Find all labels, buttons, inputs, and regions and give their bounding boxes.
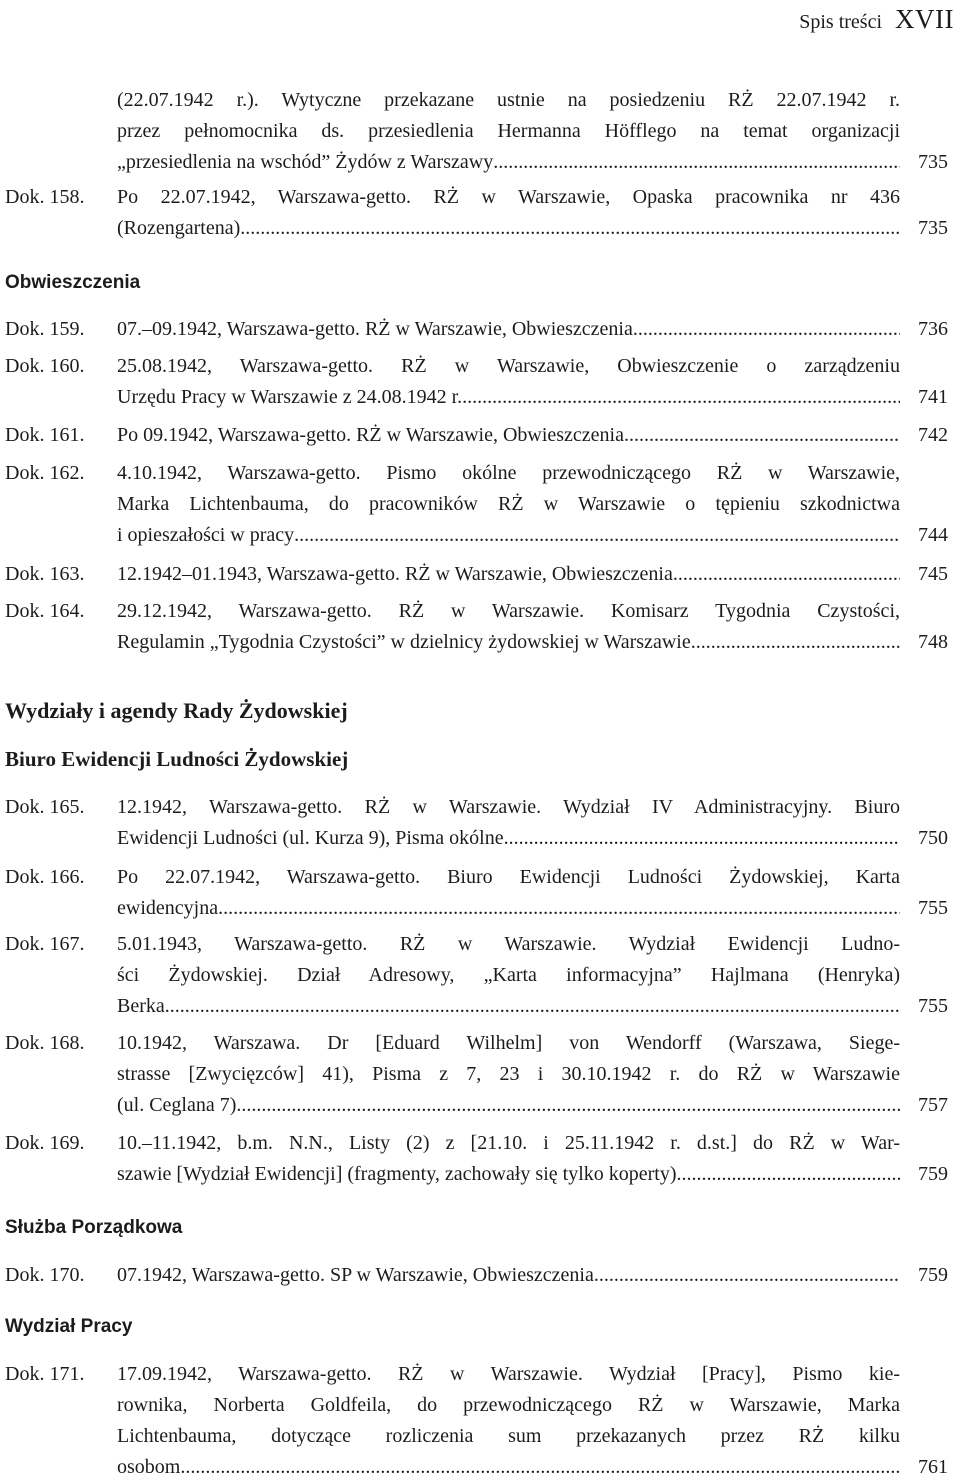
entry-line: 12.1942, Warszawa-getto. RŻ w Warszawie. Wydział IV Administracyjny. Biuro bbox=[117, 796, 900, 818]
entry-page: 735 bbox=[918, 151, 948, 173]
entry-line: 25.08.1942, Warszawa-getto. RŻ w Warszawie, Obwieszczenie o zarządzeniu bbox=[117, 355, 900, 377]
section-heading-sluzba: Służba Porządkowa bbox=[5, 1217, 183, 1238]
entry-number: Dok. 170. bbox=[5, 1264, 85, 1286]
entry-line: (22.07.1942 r.). Wytyczne przekazane ustnie na posiedzeniu RŻ 22.07.1942 r. bbox=[117, 89, 900, 111]
entry-line: 29.12.1942, Warszawa-getto. RŻ w Warszawie. Komisarz Tygodnia Czystości, bbox=[117, 600, 900, 622]
entry-line-last: Berka ..... bbox=[117, 991, 900, 1022]
entry-line: 4.10.1942, Warszawa-getto. Pismo okólne przewodniczącego RŻ w Warszawie, bbox=[117, 462, 900, 484]
dot-leader bbox=[180, 1452, 900, 1483]
entry-page: 759 bbox=[918, 1163, 948, 1185]
entry-page: 741 bbox=[918, 386, 948, 408]
entry-number: Dok. 163. bbox=[5, 563, 85, 585]
entry-line-last: i opieszałości w pracy ..... bbox=[117, 520, 900, 551]
entry-number: Dok. 164. bbox=[5, 600, 85, 622]
entry-number: Dok. 166. bbox=[5, 866, 85, 888]
section-heading-obwieszczenia: Obwieszczenia bbox=[5, 272, 141, 293]
section-heading-wydzialy: Wydziały i agendy Rady Żydowskiej bbox=[5, 698, 348, 723]
dot-leader bbox=[462, 382, 900, 413]
dot-leader bbox=[677, 1159, 900, 1190]
section-heading-biuro: Biuro Ewidencji Ludności Żydowskiej bbox=[5, 747, 349, 771]
entry-line-last: 07.–09.1942, Warszawa-getto. RŻ w Warszawie, Obwieszczenia ..... bbox=[117, 314, 900, 345]
section-heading-praca: Wydział Pracy bbox=[5, 1316, 133, 1337]
entry-line: ści Żydowskiej. Dział Adresowy, „Karta informacyjna” Hajlmana (Henryka) bbox=[117, 964, 900, 986]
entry-page: 755 bbox=[918, 897, 948, 919]
dot-leader bbox=[236, 1090, 900, 1121]
entry-line: Lichtenbauma, dotyczące rozliczenia sum przekazanych przez RŻ kilku bbox=[117, 1425, 900, 1447]
entry-line: 5.01.1943, Warszawa-getto. RŻ w Warszawie. Wydział Ewidencji Ludno- bbox=[117, 933, 900, 955]
entry-line: Marka Lichtenbauma, do pracowników RŻ w Warszawie o tępieniu szkodnictwa bbox=[117, 493, 900, 515]
entry-line-last: Ewidencji Ludności (ul. Kurza 9), Pisma okólne ..... bbox=[117, 823, 900, 854]
entry-line-last: Po 09.1942, Warszawa-getto. RŻ w Warszawie, Obwieszczenia ..... bbox=[117, 420, 900, 451]
entry-line-last: osobom ..... bbox=[117, 1452, 900, 1483]
dot-leader bbox=[504, 823, 900, 854]
entry-page: 744 bbox=[918, 524, 948, 546]
entry-line: 17.09.1942, Warszawa-getto. RŻ w Warszawie. Wydział [Pracy], Pismo kie- bbox=[117, 1363, 900, 1385]
entry-page: 757 bbox=[918, 1094, 948, 1116]
dot-leader bbox=[493, 147, 900, 178]
dot-leader bbox=[624, 420, 900, 451]
entry-line-last: (ul. Ceglana 7) ..... bbox=[117, 1090, 900, 1121]
entry-line-last: Urzędu Pracy w Warszawie z 24.08.1942 r. ..... bbox=[117, 382, 900, 413]
entry-line-last: 12.1942–01.1943, Warszawa-getto. RŻ w Warszawie, Obwieszczenia ..... bbox=[117, 559, 900, 590]
entry-line: rownika, Norberta Goldfeila, do przewodniczącego RŻ w Warszawie, Marka bbox=[117, 1394, 900, 1416]
entry-number: Dok. 167. bbox=[5, 933, 85, 955]
dot-leader bbox=[294, 520, 900, 551]
entry-number: Dok. 168. bbox=[5, 1032, 85, 1054]
dot-leader bbox=[218, 893, 900, 924]
dot-leader bbox=[240, 213, 900, 244]
entry-number: Dok. 158. bbox=[5, 186, 85, 208]
entry-line-last: Regulamin „Tygodnia Czystości” w dzielnicy żydowskiej w Warszawie ..... bbox=[117, 627, 900, 658]
entry-line: przez pełnomocnika ds. przesiedlenia Hermanna Höfflego na temat organizacji bbox=[117, 120, 900, 142]
entry-page: 736 bbox=[918, 318, 948, 340]
entry-line: Po 22.07.1942, Warszawa-getto. RŻ w Warszawie, Opaska pracownika nr 436 bbox=[117, 186, 900, 208]
entry-line: strasse [Zwycięzców] 41), Pisma z 7, 23 i 30.10.1942 r. do RŻ w Warszawie bbox=[117, 1063, 900, 1085]
entry-line-last: szawie [Wydział Ewidencji] (fragmenty, zachowały się tylko koperty) ..... bbox=[117, 1159, 900, 1190]
entry-page: 761 bbox=[918, 1456, 948, 1478]
entry-line-last: 07.1942, Warszawa-getto. SP w Warszawie, Obwieszczenia ..... bbox=[117, 1260, 900, 1291]
entry-number: Dok. 159. bbox=[5, 318, 85, 340]
entry-line: Po 22.07.1942, Warszawa-getto. Biuro Ewidencji Ludności Żydowskiej, Karta bbox=[117, 866, 900, 888]
entry-page: 735 bbox=[918, 217, 948, 239]
dot-leader bbox=[594, 1260, 900, 1291]
entry-line-last: „przesiedlenia na wschód” Żydów z Warszawy ..... bbox=[117, 147, 900, 178]
page-number: XVII bbox=[895, 4, 954, 34]
dot-leader bbox=[673, 559, 900, 590]
entry-number: Dok. 169. bbox=[5, 1132, 85, 1154]
dot-leader bbox=[691, 627, 900, 658]
entry-line: 10.1942, Warszawa. Dr [Eduard Wilhelm] von Wendorff (Warszawa, Siege- bbox=[117, 1032, 900, 1054]
entry-line-last: ewidencyjna ..... bbox=[117, 893, 900, 924]
entry-page: 750 bbox=[918, 827, 948, 849]
entry-page: 742 bbox=[918, 424, 948, 446]
entry-number: Dok. 162. bbox=[5, 462, 85, 484]
entry-page: 755 bbox=[918, 995, 948, 1017]
dot-leader bbox=[633, 314, 900, 345]
entry-page: 759 bbox=[918, 1264, 948, 1286]
entry-page: 745 bbox=[918, 563, 948, 585]
entry-page: 748 bbox=[918, 631, 948, 653]
entry-line-last: (Rozengartena) ..... bbox=[117, 213, 900, 244]
entry-number: Dok. 165. bbox=[5, 796, 85, 818]
entry-number: Dok. 160. bbox=[5, 355, 85, 377]
entry-number: Dok. 171. bbox=[5, 1363, 85, 1385]
entry-line: 10.–11.1942, b.m. N.N., Listy (2) z [21.10. i 25.11.1942 r. d.st.] do RŻ w War- bbox=[117, 1132, 900, 1154]
entry-number: Dok. 161. bbox=[5, 424, 85, 446]
dot-leader bbox=[165, 991, 900, 1022]
running-head-label: Spis treści bbox=[799, 11, 883, 33]
running-head bbox=[799, 4, 954, 35]
